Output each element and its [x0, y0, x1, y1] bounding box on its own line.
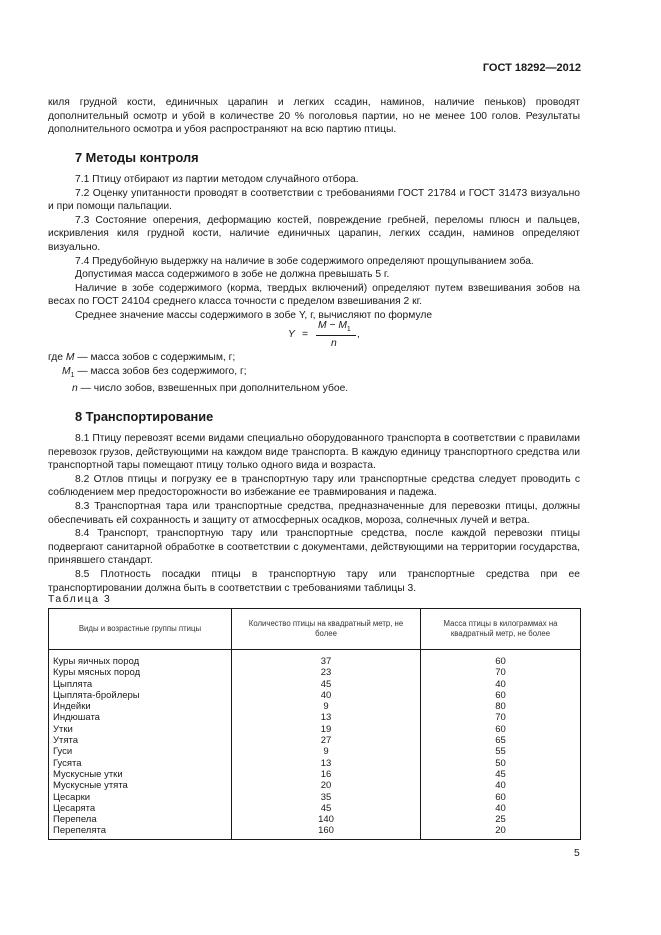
- table-row: [49, 735, 581, 746]
- paragraph: 7.2 Оценку упитанности проводят в соответствии с требованиями ГОСТ 21784 и ГОСТ 31473 визуально и при помощи пальпации.: [48, 187, 580, 213]
- table-cell: 19: [232, 724, 421, 735]
- table-cell: Утки: [49, 724, 232, 735]
- table-cell: 40: [421, 803, 581, 814]
- legend-line: n — число зобов, взвешенных при дополнительном убое.: [72, 383, 349, 395]
- table-cell: Мускусные утята: [49, 780, 232, 791]
- section-8-title: 8 Транспортирование: [75, 409, 214, 424]
- table-cell: 25: [421, 814, 581, 825]
- table-cell: 20: [421, 825, 581, 839]
- table-row: [49, 792, 581, 803]
- table-cell: Куры яичных пород: [49, 650, 232, 668]
- table-cell: Перепелята: [49, 825, 232, 839]
- paragraph: 8.1 Птицу перевозят всеми видами специально оборудованного транспорта в соответствии с правилами перевозок грузов, действующими на каждом виде транспорта. В каждую единицу транспортного средства или транспортной тары помещают птицу только одного вида и возраста.: [48, 433, 580, 472]
- table-caption: Таблица 3: [48, 594, 112, 605]
- table-cell: 35: [232, 792, 421, 803]
- table-row: [49, 650, 581, 668]
- formula-lhs: Y: [288, 329, 295, 340]
- formula-denominator: n: [331, 338, 337, 349]
- table-cell: 60: [421, 792, 581, 803]
- table-cell: Гуси: [49, 746, 232, 757]
- legend-line: $M_1$ — масса зобов без содержимого, г;: [62, 365, 247, 379]
- fraction-bar: [316, 335, 356, 336]
- table-row: [49, 825, 581, 839]
- formula-legend: [48, 351, 348, 396]
- table-row: [49, 780, 581, 791]
- table-cell: Куры мясных пород: [49, 667, 232, 678]
- table-cell: Перепела: [49, 814, 232, 825]
- table-row: [49, 758, 581, 769]
- table-cell: 60: [421, 650, 581, 668]
- table-row: [49, 690, 581, 701]
- table-row: [49, 667, 581, 678]
- legend-line: где M — масса зобов с содержимым, г;: [48, 352, 236, 363]
- table-cell: Индюшата: [49, 712, 232, 723]
- table-cell: Гусята: [49, 758, 232, 769]
- table-cell: 70: [421, 712, 581, 723]
- table-row: [49, 814, 581, 825]
- section-8-body: [48, 432, 580, 595]
- header-cell: Виды и возрастные группы птицы: [49, 609, 232, 650]
- table-row: [49, 803, 581, 814]
- table-cell: 50: [421, 758, 581, 769]
- table-cell: 23: [232, 667, 421, 678]
- table-cell: Утята: [49, 735, 232, 746]
- table-cell: 55: [421, 746, 581, 757]
- table-cell: 40: [232, 690, 421, 701]
- paragraph: Наличие в зобе содержимого (корма, твердых включений) определяют путем взвешивания зобов на весах по ГОСТ 24104 среднего класса точности с пределом взвешивания 2 кг.: [48, 282, 580, 308]
- table-row: [49, 712, 581, 723]
- intro-text: [48, 96, 580, 137]
- paragraph: 8.4 Транспорт, транспортную тару или транспортные средства, после каждой перевозки птицы подвергают санитарной обработке в соответствии с документами, действующими на территории государства, принявшего стандарт.: [48, 528, 580, 567]
- table-header-row: [49, 609, 581, 650]
- header-cell: Количество птицы на квадратный метр, не более: [232, 609, 421, 650]
- table-cell: 60: [421, 690, 581, 701]
- table-cell: 45: [421, 769, 581, 780]
- table-cell: Индейки: [49, 701, 232, 712]
- table-row: [49, 769, 581, 780]
- table-cell: Цыплята-бройлеры: [49, 690, 232, 701]
- table-3: [48, 608, 581, 840]
- paragraph: 8.3 Транспортная тара или транспортные средства, предназначенные для перевозки птицы, должны обеспечивать ей сохранность и защиту от атмосферных осадков, мороза, солнечных лучей и ветра.: [48, 500, 580, 526]
- table-cell: 65: [421, 735, 581, 746]
- table-cell: Цесарята: [49, 803, 232, 814]
- table-row: [49, 679, 581, 690]
- paragraph: 8.2 Отлов птицы и погрузку ее в транспортную тару или транспортные средства следует проводить с соблюдением мер предосторожности во избежание ее травмирования и падежа.: [48, 473, 580, 499]
- section-7-body: [48, 173, 580, 323]
- table-cell: 27: [232, 735, 421, 746]
- formula-numerator: $M - M_1$: [318, 320, 351, 334]
- table-cell: Мускусные утки: [49, 769, 232, 780]
- table-cell: 160: [232, 825, 421, 839]
- header-cell: Масса птицы в килограммах на квадратный метр, не более: [421, 609, 581, 650]
- table-cell: 80: [421, 701, 581, 712]
- formula-equals: =: [302, 329, 309, 340]
- table-cell: Цесарки: [49, 792, 232, 803]
- table-cell: 9: [232, 701, 421, 712]
- paragraph: 7.1 Птицу отбирают из партии методом случайного отбора.: [75, 174, 359, 185]
- page-number: 5: [574, 848, 580, 859]
- table-cell: 45: [232, 803, 421, 814]
- paragraph: 8.5 Плотность посадки птицы в транспортную тару или транспортные средства при ее транспортировании должна быть в соответствии с требованиями таблицы 3.: [48, 568, 580, 594]
- table-cell: 70: [421, 667, 581, 678]
- paragraph: 7.4 Предубойную выдержку на наличие в зобе содержимого определяют прощупыванием зоба.: [75, 255, 534, 267]
- table-cell: 13: [232, 712, 421, 723]
- paragraph: 7.3 Состояние оперения, деформацию костей, повреждение гребней, переломы плюсн и пальцев, искривления киля грудной кости, наличие единичных царапин, легких ссадин, наминов определяют визуально.: [48, 214, 580, 253]
- table-cell: 37: [232, 650, 421, 668]
- table-row: [49, 724, 581, 735]
- table-cell: 13: [232, 758, 421, 769]
- table-cell: 20: [232, 780, 421, 791]
- paragraph: киля грудной кости, единичных царапин и легких ссадин, наминов, наличие пеньков) проводят дополнительный осмотр и убой в количестве 20 % поголовья партии, но не менее 100 голов. Результаты дополнительного осмотра и убоя распространяют на всю партию птицы.: [48, 97, 580, 136]
- paragraph: Среднее значение массы содержимого в зобе Y, г, вычисляют по формуле: [75, 309, 433, 321]
- table-cell: 40: [421, 679, 581, 690]
- table-cell: Цыплята: [49, 679, 232, 690]
- table-cell: 140: [232, 814, 421, 825]
- table-cell: 45: [232, 679, 421, 690]
- table-cell: 60: [421, 724, 581, 735]
- table-row: [49, 701, 581, 712]
- section-7-title: 7 Методы контроля: [75, 150, 199, 165]
- table-row: [49, 746, 581, 757]
- formula-comma: ,: [357, 329, 360, 340]
- table-cell: 16: [232, 769, 421, 780]
- table-cell: 9: [232, 746, 421, 757]
- paragraph: Допустимая масса содержимого в зобе не должна превышать 5 г.: [75, 269, 390, 281]
- document-id: ГОСТ 18292—2012: [482, 62, 581, 74]
- table-cell: 40: [421, 780, 581, 791]
